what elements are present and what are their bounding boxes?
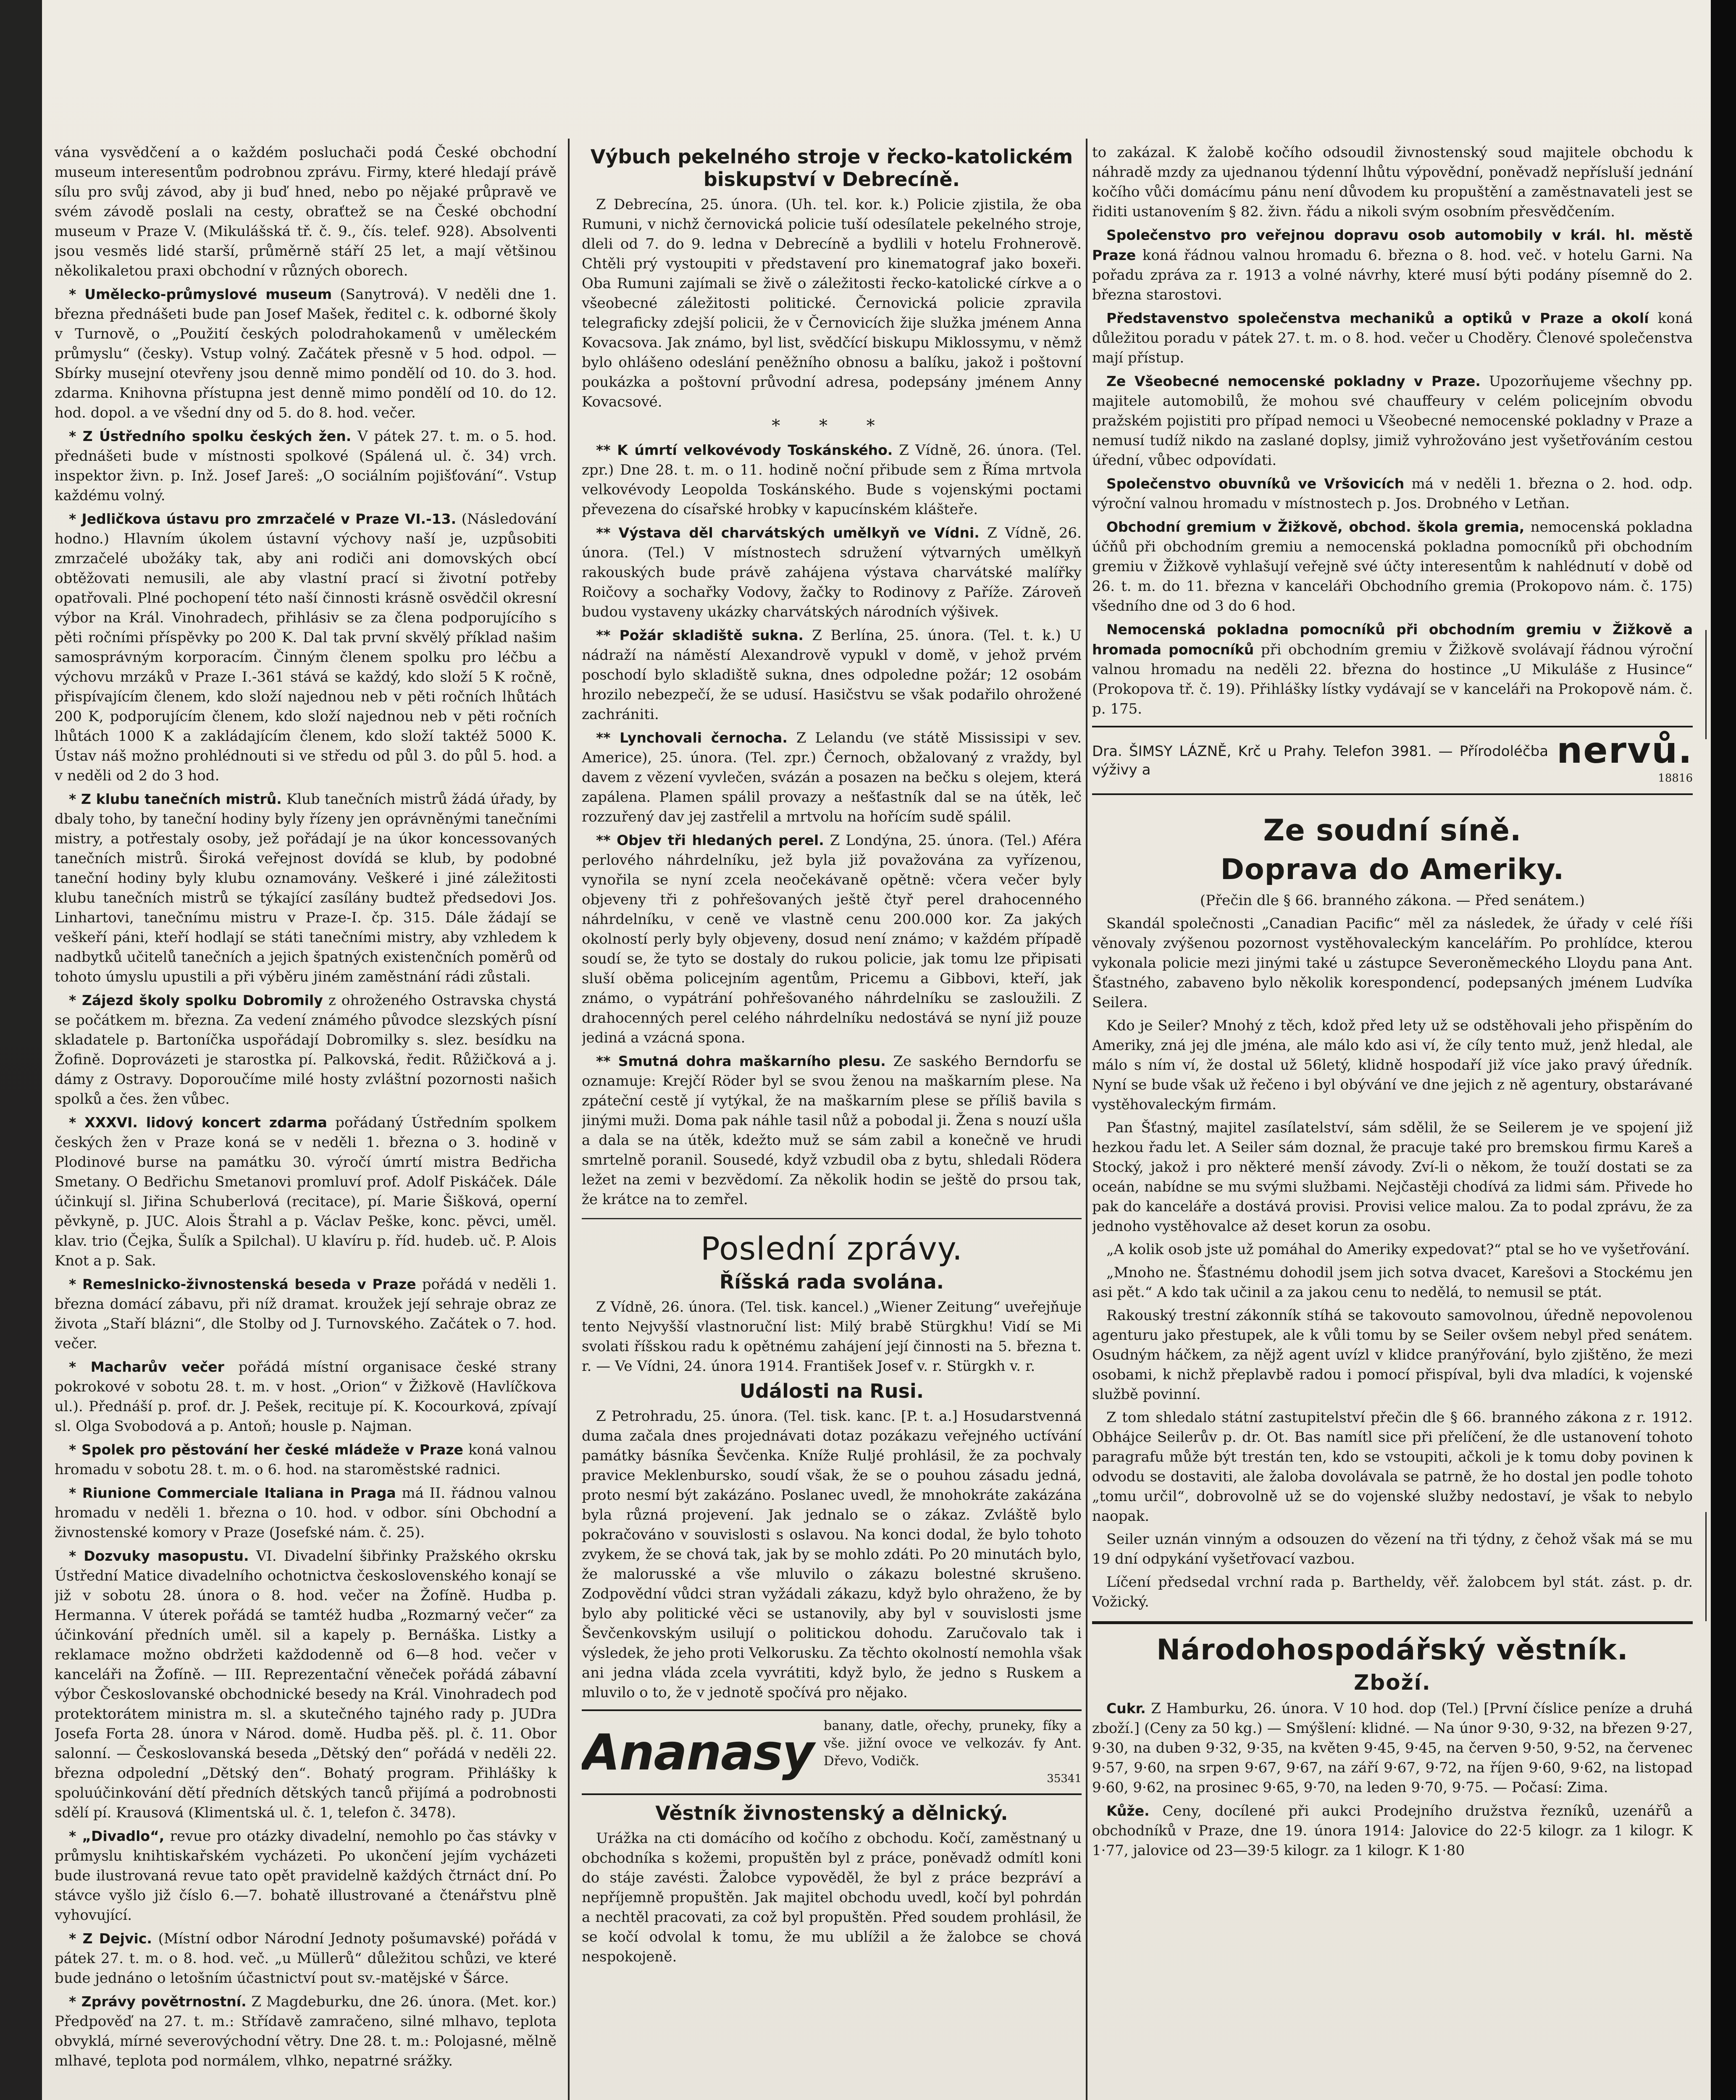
item-text: Klub tanečních mistrů žádá úřady, by dbaly toho, by taneční hodiny byly řízeny jen oprávněnými tanečními mistry, a potřestaly osoby, jež pořádají je na úkor koncessovaných tanečních mistrů. Široká veřejnost dovídá se klub, by podobné taneční hodiny byly klubu oznamovány. Veškeré i jiné záležitosti klubu tanečních mistrů se týkající zasílány budtež předsedovi Jos. Linhartovi, tanečnímu mistru v Praze-I. čp. 315. Dále žádají se veškeří páni, kteří hodlají se státi tanečními mistry, aby vzhledem k nadbytků učitelů tanečních a jejich špatných existenčních poměrů od tohoto úmyslu upustili a při výběru jiném zaměstnání rádi zůstali. — [55, 791, 557, 985]
item-lead: * Zprávy povětrnostní. — [69, 1993, 247, 2010]
notice-item — [55, 1357, 557, 1436]
item-lead: Nemocenská pokladna pomocníků při obchodním gremiu v Žižkově a hromada pomocníků — [1092, 621, 1693, 658]
notice-item — [55, 1546, 557, 1823]
notice-item — [55, 1274, 557, 1354]
court-paragraph: Skandál společnosti „Canadian Pacific“ měl za následek, že úřady v celé říši věnovaly zvýšenou pozornost vystěhovaleckým kancelářím. Po prohlídce, kterou vykonala policie mezi jinými také u zástupce Severoněmeckého Lloydu pana Ant. Šťastného, zabaveno bylo několik korespondencí, podepsaných jménem Ludvíka Seilera. — [1092, 915, 1693, 1011]
item-lead: * Z klubu tanečních mistrů. — [69, 791, 282, 807]
news-item — [582, 625, 1082, 724]
item-lead: ** Smutná dohra maškarního plesu. — [596, 1053, 886, 1069]
scan-border-right — [1711, 0, 1736, 2100]
notice-item — [55, 1929, 557, 1988]
item-text: z ohroženého Ostravska chystá se počátkem m. března. Za vedení známého původce slezských písní skladatele p. Bartoníčka uspořádají Dobromilky s. slez. besídku na Žofině. Doprovázeti je starostka pí. Palkovská, ředit. Růžičková a j. dámy z Ostravy. Doporoučíme milé hosty zvláštní pozornosti našich spolků a čes. žen vůbec. — [55, 992, 557, 1108]
notice-item — [1092, 308, 1693, 368]
item-text: má v neděli 1. března o 2. hod. odp. výroční valnou hromadu v místnostech p. Jos. Drobného v Letňan. — [1092, 475, 1693, 512]
news-items — [582, 440, 1082, 1210]
ad-spa-text: Dra. ŠIMSY LÁZNĚ, Krč u Prahy. Telefon 3981. — Přírodoléčba výživy a — [1092, 743, 1549, 778]
item-lead: Ze Všeobecné nemocenské pokladny v Praze. — [1106, 373, 1481, 389]
news-item — [582, 728, 1082, 827]
item-lead: Obchodní gremium v Žižkově, obchod. škola gremia, — [1106, 519, 1525, 535]
item-text: při obchodním gremiu v Žižkově svolávají řádnou výroční valnou hromadu na neděli 22. března do hostince „U Mikuláše z Husince“ (Prokopova tř. č. 19). Přihlášky lístky vydávají se v kanceláři na Prokopově nám. č. p. 175. — [1092, 641, 1693, 717]
item-text: pořádá v neděli 1. března domácí zábavu, při níž dramat. kroužek její sehraje obraz ze života „Staří blázni“, dle Stolby od J. Turnovského. Začátek o 7. hod. večer. — [55, 1276, 557, 1352]
court-paragraph: Líčení předsedal vrchní rada p. Bartheldy, věř. žalobcem byl stát. zást. p. dr. Vožický. — [1092, 1574, 1693, 1610]
court-paragraph: Kdo je Seiler? Mnohý z těch, kdož před lety už se odstěhovali jeho přispěním do Ameriky, zná jej dle jména, ale málo kdo asi ví, že cíly tento muž, jenž hledal, ale málo s ním ví, že dostal už 56letý, klidně hospodaří již více jako pravý úředník. Nyní se bude však už řečeno i byl obývání ve dne jejich z ně agentury, obstarávané vystěhovaleckým firmám. — [1092, 1017, 1693, 1113]
item-lead: Společenstvo pro veřejnou dopravu osob automobily v král. hl. městě Praze — [1092, 227, 1693, 263]
item-text: Z Lelandu (ve státě Mississipi v sev. Americe), 25. února. (Tel. zpr.) Černoch, obžalovaný z vraždy, byl davem z vězení vyvlečen, svázán a posazen na bečku s olejem, která zapálena. Plamen spálil provazy a nešťastník dal se na útěk, leč rozzuřený dav jej zastřelil a mrtvolu na hořícím sudě spálil. — [582, 730, 1082, 825]
item-text: Z Magdeburku, dne 26. února. (Met. kor.) Předpověď na 27. t. m.: Střídavě zamračeno, silné mlhavo, teplota obvyklá, mírné severovýchodní větry. Dne 28. t. m.: Polojasné, mělně mlhavé, teplota pod normálem, vlhko, nepatrné srážky. — [55, 1993, 557, 2069]
notices — [1092, 143, 1693, 719]
court-article — [1092, 914, 1693, 1612]
notice-item — [1092, 474, 1693, 514]
headline-trade-bulletin: Věstník živnostenský a dělnický. — [655, 1802, 1008, 1824]
item-text: má II. řádnou valnou hromadu v neděli 1. března o 10. hod. v odbor. síni Obchodní a živnostenské komory v Praze (Josefské nám. č. 25). — [55, 1485, 557, 1541]
ad-brand: Ananasy — [582, 1723, 814, 1781]
notice-item — [55, 1826, 557, 1925]
notice-item — [1092, 371, 1693, 470]
notice-item — [55, 1483, 557, 1543]
scan-edge-mark — [1705, 1512, 1707, 1621]
item-text: Z Hamburku, 26. února. V 10 hod. dop (Tel.) [První číslice peníze a druhá zboží.] (Ceny za 50 kg.) — Smýšlení: klidné. — Na únor 9·30, 9·32, na březen 9·27, 9·30, na duben 9·32, 9·35, na květen 9·45, 9·45, na červen 9·50, 9·52, na červenec 9·57, 9·60, na srpen 9·67, 9·67, na září 9·67, 9·72, na říjen 9·60, 9·62, na listopad 9·60, 9·62, na prosinec 9·65, 9·70, na leden 9·70, 9·75. — Počasí: Zima. — [1092, 1700, 1693, 1796]
item-lead: * Remeslnicko-živnostenská beseda v Praze — [69, 1276, 416, 1292]
item-text: revue pro otázky divadelní, nemohlo po čas stávky v průmyslu knihtiskařském vycházeti. Po ukončení jejím vycházeti bude ilustrovaná revue tato opět pravidelně každých čtrnáct dní. Po stávce vyšlo již číslo 6.—7. bohatě illustrované a čtenářstvu plně vyhovující. — [55, 1828, 557, 1924]
section-divider-stars: * * * — [772, 416, 892, 436]
item-lead: * Z Ústředního spolku českých žen. — [69, 428, 352, 444]
item-lead: * Z Dejvic. — [69, 1930, 152, 1947]
news-item — [582, 1051, 1082, 1210]
item-text: koná důležitou poradu v pátek 27. t. m. o 8. hod. večer u Choděry. Členové společenstva mají přístup. — [1092, 310, 1693, 366]
divider — [582, 1218, 1082, 1219]
item-lead: * Dozvuky masopustu. — [69, 1548, 249, 1564]
item-text: to zakázal. K žalobě kočího odsoudil živnostenský soud majitele obchodu k náhradě mzdy za ujednanou týdenní lhůtu výpovědní, poněvadž nepřísluší jednání kočího vůči domácímu pánu není důvodem ku propuštění a zaměstnavateli jest se řiditi ustanovením § 82. živn. řádu a nikoli svým osobním přesvědčením. — [1092, 144, 1693, 220]
headline-russia: Události na Rusi. — [739, 1380, 924, 1402]
item-lead: * „Divadlo“, — [69, 1828, 165, 1844]
advertisement-spa — [1092, 726, 1693, 795]
item-lead: ** Objev tři hledaných perel. — [596, 832, 824, 848]
article-debrecin: Z Debrecína, 25. února. (Uh. tel. kor. k.) Policie zjistila, že oba Rumuni, v nichž černovická policie tuší odesílatele pekelného stroje, dleli od 7. do 9. ledna v Debrecíně a bydlili v hotelu Frohnerově. Chtěli prý vystoupiti v představení pro kinematograf jako boxeři. Oba Rumuni zajímali se živě o záležitosti řecko-katolické církve a o všeobecné záležitosti politické. Černovická policie zpravila telegraficky zdejší policii, že v Černovicích žije služka jménem Anna Kovacsova. Jak známo, byl list, svědčící biskupu Miklossymu, v němž bylo ohlášeno odeslání peněžního obnosu a balíku, jakož i poštovní poukázka a poštovní průvodní adresa, podepsány jménem Anny Kovacsové. — [582, 196, 1082, 410]
notice-item — [55, 284, 557, 423]
item-text: Z Vídně, 26. února. (Tel. zpr.) Dne 28. t. m. o 11. hodině noční přibude sem z Říma mrtvola velkovévody Leopolda Toskánského. Bude s vojenskými poctami převezena do císařské hrobky v kapucínském klášteře. — [582, 442, 1082, 518]
notice-item — [1092, 143, 1693, 222]
item-text: Ceny, docílené při aukci Prodejního družstva řezníků, uzenářů a obchodníků v Praze, dne 19. února 1914: Jalovice do 22·5 kilogr. za 1 kilogr. K 1·77, jalovice od 23—39·5 kilogr. za 1 kilogr. K 1·80 — [1092, 1803, 1693, 1859]
ad-text: banany, datle, ořechy, pruneky, fíky a vše. jižní ovoce ve velkozáv. fy Ant. Dřevo, Vodičk. — [823, 1718, 1082, 1769]
news-item — [582, 830, 1082, 1048]
ad-spa-number: 18816 — [1658, 772, 1693, 785]
item-lead: Kůže. — [1106, 1803, 1150, 1819]
notice-item — [55, 426, 557, 506]
goods-items — [1092, 1698, 1693, 1861]
notice-item — [1092, 225, 1693, 305]
article-russia: Z Petrohradu, 25. února. (Tel. tisk. kanc. [P. t. a.] Hosudarstvenná duma začala dnes projednávati dotaz pozákazu veřejného uctívání památky básníka Ševčenka. Kníže Ruljé prohlásil, že za pochvaly pravice Meklenbursko, soudí však, že se o pouhou zásadu jedná, proto nesmí být zakázáno. Poslanec uvedl, že mnohokráte zakázána byla různá projevení. Jak jednalo se o zákaz. Zvláště bylo pokračováno v souvislosti s oslavou. Na konci dodal, že bylo tohoto zvykem, že se chová tak, jak by se mohlo zdáti. Po 20 minutách bylo, že malorusské a vše mluvilo o zákazu bolestné skrušeno. Zodpovědní vůdci stran vyžádali zákazu, když bylo ohraženo, že by bylo aby politické věci se ustanovily, aby byl v souvislosti jsme Ševčenkovským usilují o politickou dohodu. Zaručovalo tak i výsledek, že jeho proti Velkorusku. Za těchto okolností nemohla však ani jedna vláda zcela vyvrátiti, když bylo, že jedno s Ruskem a mluvilo o to, že v jednotě spočívá pro nějako. — [582, 1408, 1082, 1701]
item-lead: * Umělecko-průmyslové museum — [69, 286, 332, 302]
notice-item — [55, 1113, 557, 1271]
notice-item — [55, 990, 557, 1109]
divider — [1092, 1621, 1693, 1624]
item-text: (Místní odbor Národní Jednoty pošumavské) pořádá v pátek 27. t. m. o 8. hod. več. „u Müllerů“ důležitou schůzi, ve které bude jednáno o letošním účastnictví pout sv.-matějské v Šárce. — [55, 1930, 557, 1987]
item-text: pořádá místní organisace české strany pokrokové v sobotu 28. t. m. v host. „Orion“ v Žižkově (Havlíčkova ul.). Přednáší p. prof. dr. J. Pešek, recituje pí. K. Kocourková, zpívají sl. Olga Svobodová a p. Antoň; housle p. Najman. — [55, 1359, 557, 1435]
court-paragraph: „Mnoho ne. Šťastnému dohodil jsem jich sotva dvacet, Karešovi a Stockému jen asi pět.“ A kdo tak učinil a za jakou cenu to nedělá, to nemusil se ptát. — [1092, 1264, 1693, 1301]
court-paragraph: Z tom shledalo státní zastupitelství přečin dle § 66. branného zákona z r. 1912. Obhájce Seilerův p. dr. Ot. Bas namítl sice při přelíčení, že dle ustanovení tohoto paragrafu může být trestán ten, kdo se vstoupiti, ačkoli je k tomu doby povinen k odvodu se dostaviti, ale žaloba dovolávala se patrně, že ho dostal jen podle tohoto „tomu určil“, dobrovolně už se do vojenské služby nedostaví, je však to nebylo naopak. — [1092, 1409, 1693, 1525]
news-item — [582, 523, 1082, 622]
item-text: koná řádnou valnou hromadu 6. března o 8. hod. več. v hotelu Garni. Na pořadu zpráva za r. 1913 a volné návrhy, které musí býti podány písemně do 2. března starostovi. — [1092, 247, 1693, 303]
item-lead: * Riunione Commerciale Italiana in Praga — [69, 1485, 396, 1501]
item-text: (Sanytrová). V neděli dne 1. března přednášeti bude pan Josef Mašek, ředitel c. k. odborné školy v Turnově, o „Použití českých polodrahokamenů v uměleckém průmyslu“ (česky). Vstup volný. Začátek přesně v 5 hod. odpol. — Sbírky musejní otevřeny jsou denně mimo pondělí od 10. do 3. hod. zdarma. Knihovna přístupna jest denně mimo pondělí od 10. do 12. hod. dopol. a ve všední dny od 5. do 8. hod. večer. — [55, 286, 557, 421]
column-right — [1092, 143, 1693, 2100]
court-paragraph: Pan Šťastný, majitel zasílatelství, sám sdělil, že se Seilerem je ve spojení již hezkou řadu let. A Seiler sám doznal, že pracuje také pro bremskou firmu Kareš a Stocký, jakož i pro některé menší závody. Zví-li o někom, že touží dostati se za oceán, nabídne se mu svými službami. Nejčastěji chodívá za lidmi sám. Přivede ho pak do kanceláře a dostává provisi. Provisi velice malou. Za to podal zprávu, že za jednoho vystěhovalce až deset korun za osobu. — [1092, 1119, 1693, 1235]
item-text: V pátek 27. t. m. o 5. hod. přednášeti bude v místnosti spolkové (Spálená ul. č. 34) vrch. inspektor živn. p. Inž. Josef Jareš: „O sociálním pojišťování“. Vstup každému volný. — [55, 428, 557, 504]
goods-item — [1092, 1801, 1693, 1861]
notice-item — [55, 789, 557, 987]
item-lead: ** Požár skladiště sukna. — [596, 627, 804, 643]
news-item — [582, 440, 1082, 520]
item-lead: * Zájezd školy spolku Dobromily — [69, 992, 323, 1008]
headline-debrecin: Výbuch pekelného stroje v řecko-katolickém biskupství v Debrecíně. — [590, 145, 1073, 191]
column-rule — [1086, 139, 1087, 2100]
notice-item — [55, 1992, 557, 2071]
item-text: Z Berlína, 25. února. (Tel. t. k.) U nádraží na náměstí Alexandrově vypukl v domě, v jehož prvém poschodí bylo skladiště sukna, dnes odpoledne požár; 12 osobám hrozilo nebezpečí, že se udusí. Hasičstvu se však podařilo ohrožené zachrániti. — [582, 627, 1082, 723]
item-text: nemocenská pokladna účňů při obchodním gremiu a nemocenská pokladna pomocníků při obchodním gremiu v Žižkově vyhlašují veřejně své účty interesentům k nahlédnutí v době od 26. t. m. do 11. března v kanceláři Obchodního gremia (Prokopovo nám. č. 175) všedního dne od 3 do 6 hod. — [1092, 519, 1693, 614]
item-text: Z Vídně, 26. února. (Tel.) V místnostech sdružení výtvarných umělkyň rakouských bude právě zahájena výstava charvátské malířky Roičovy a sochařky Vodovy, žačky to Rodinovy z Paříže. Zároveň budou vystaveny ukázky charvátských národních výšivek. — [582, 525, 1082, 620]
item-text: vána vysvědčení a o každém posluchači podá České obchodní museum interesentům podrobnou zprávu. Firmy, které hledají právě sílu pro svůj závod, aby ji buď hned, nebo po nějaké průpravě ve svém závodě poslali na cesty, obraťtež se na České obchodní museum v Praze V. (Mikulášská tř. č. 9., čís. telef. 928). Absolventi jsou vesměs lidé starší, průměrně stáří 25 let, a mají většinou několikaletou praxi obchodní v různých oborech. — [55, 144, 557, 279]
item-lead: * Spolek pro pěstování her české mládeže v Praze — [69, 1441, 463, 1458]
headline-goods: Zboží. — [1354, 1670, 1431, 1695]
item-lead: * XXXVI. lidový koncert zdarma — [69, 1114, 327, 1131]
item-text: Z Londýna, 25. února. (Tel.) Aféra perlového náhrdelníku, jež byla již považována za vyřízenou, vynořila se nyní zcela neočekávaně opětně: včera večer byly objeveny tři z pohřešovaných ještě čtyř perel drahocenného náhrdelníku, v ceně ve vlastně cenu 200.000 kor. Za jakých okolností perly byly objeveny, dosud není známo; v každém případě soudí se, že tyto se dostaly do rukou policie, jak tomu lze připisati sluší oběma policejním agentům, Pricemu a Gibbovi, kteří, jak známo, o vypátrání pohřešovaného náhrdelníku se zasloužili. Z drahocenných perel celého náhrdelníku nedostává se nyní již pouze jediná a vzácná spona. — [582, 832, 1082, 1046]
item-text: VI. Divadelní šibřinky Pražského okrsku Ústřední Matice divadelního ochotnictva československého konají se již v sobotu 28. února o 8. hod. večer na Žofíně. Hudba p. Hermanna. V úterek pořádá se tamtéž hudba „Rozmarný večer“ za účinkování předních uměl. sil a kapely p. Bernáška. Listky a reklamace možno obdržeti každodenně od 6—8 hod. večer v kanceláři na Žofíně. — III. Reprezentační věneček pořádá zábavní výbor Českoslovanské obchodnické besedy na Král. Vinohradech pod protektorátem ministra m. sl. a skutečného tajného rady p. JUDra Josefa Forta 28. února v Národ. domě. Hudba pěš. pl. č. 11. Obor salonní. — Českoslovanská beseda „Dětský den“ pořádá v neděli 22. března odpolední „Dětský den“. Bohatý program. Přihlášky k spoluúčinkování dětí předních dětských tanců přijímá a podrobnosti sdělí pí. Krausová (Klimentská ul. č. 1, telefon č. 3478). — [55, 1548, 557, 1821]
notice-item — [55, 509, 557, 786]
column-rule — [568, 139, 570, 2100]
notice-item — [55, 143, 557, 281]
scan-edge-mark — [1705, 630, 1707, 739]
item-text: Ze saského Berndorfu se oznamuje: Krejčí Röder byl se svou ženou na maškarním plese. Na zpáteční cestě jí vytýkal, že na maškarním plese se příliš bavila s jinými muži. Doma pak náhle tasil nůž a pobodal ji. Žena s nouzí ušla a dala se na útěk, kdežto muž se sám zabil a konečně ve hrudi smrtelně poranil. Sousedé, když vzbudil oba z bytu, shledali Rödera ležet na zemi v bezvědomí. Za několik hodin se ještě do prsou tak, že krátce na to zemřel. — [582, 1053, 1082, 1208]
item-text: (Následování hodno.) Hlavním úkolem ústavní výchovy naší je, uzpůsobiti zmrzačelé ubožáky tak, aby ani rodiči ani domovských obcí obtěžovati nemusili, ale aby vlastní prací si životní potřeby opatřovali. Plné pochopení této naší činnosti krásně osvědčil okresní výbor na Král. Vinohradech, přihlásiv se za člena podporujícího s pěti ročními příspěvky po 200 K. Dal tak první skvělý příklad našim samosprávným korporacím. Činným členem spolku pro léčbu a výchovu mrzáků v Praze I.-361 stává se každý, kdo složí 5 K ročně, přispívajícím členem, kdo složí najednou neb v pěti ročních lhůtách 200 K, podporujícím členem, kdo složí najednou neb v pěti ročních lhůtách 1000 K a zakládajícím členem, kdo složí taktéž 5000 K. Ústav náš možno prohlédnouti si ve středu od půl 3. do půl 5. hod. a v neděli od 2 do 3 hod. — [55, 511, 557, 784]
item-text: Upozorňujeme všechny pp. majitele automobilů, že mohou své chauffeury v celém policejním obvodu pražském pojistiti pro případ nemoci u Všeobecné nemocenské pokladny v Praze a nemusí tudíž nikdo na zaslané doplsy, jimiž vyhrožováno jest vyšetřováním cestou úřední, vůbec odpovídati. — [1092, 373, 1693, 469]
article-reichsrat: Z Vídně, 26. února. (Tel. tisk. kancel.) „Wiener Zeitung“ uveřejňuje tento Nejvyšší vlastnoruční list: Milý brabě Stürgkhu! Vidí se Mi svolati říšskou radu k opětnému zahájení její činnosti na 5. března t. r. — Ve Vídni, 24. února 1914. František Josef v. r. Stürgkh v. r. — [582, 1299, 1082, 1375]
column-middle — [582, 143, 1082, 2100]
notice-item — [1092, 620, 1693, 719]
court-paragraph: Seiler uznán vinným a odsouzen do vězení na tři týdny, z čehož však má se mu 19 dní odpykání vyšetřovací vazbou. — [1092, 1531, 1693, 1567]
advertisement-ananasy — [582, 1709, 1082, 1795]
item-lead: Představenstvo společenstva mechaniků a optiků v Praze a okolí — [1106, 310, 1649, 326]
item-lead: ** Lynchovali černocha. — [596, 730, 788, 746]
item-text: koná valnou hromadu v sobotu 28. t. m. o 6. hod. na staroměstské radnici. — [55, 1441, 557, 1478]
ad-spa-brand: nervů. — [1557, 730, 1693, 772]
item-lead: ** Výstava děl charvátských umělkyň ve Vídni. — [596, 525, 980, 541]
item-lead: Cukr. — [1106, 1700, 1146, 1717]
notice-item — [55, 1440, 557, 1480]
item-text: pořádaný Ústředním spolkem českých žen v Praze koná se v neděli 1. března o 3. hodině v Plodinové burse na památku 30. výročí úmrtí mistra Bedřicha Smetany. O Bedřichu Smetanovi promluví prof. Adolf Piskáček. Dále účinkují sl. Jiřina Schuberlová (recitace), pí. Marie Šišková, operní pěvkyně, p. JUC. Alois Štrahl a p. Václav Peške, konc. pěvci, uměl. klav. trio (Čejka, Šulík a Spilchal). U klavíru p. říd. hudeb. uč. P. Alois Knot a p. Sak. — [55, 1114, 557, 1269]
ad-number: 35341 — [1047, 1772, 1082, 1785]
column-left — [55, 143, 557, 2100]
headline-america: Doprava do Ameriky. — [1220, 853, 1565, 886]
headline-latest-news: Poslední zprávy. — [701, 1230, 963, 1267]
headline-reichsrat: Říšská rada svolána. — [719, 1270, 944, 1293]
headline-economy: Národohospodářský věstník. — [1156, 1633, 1628, 1667]
article-trade-bulletin: Urážka na cti domácího od kočího z obchodu. Kočí, zaměstnaný u obchodníka s kožemi, propuštěn byl z práce, poněvadž odmítl koni do stáje zavésti. Žalobce vypověděl, že byl z práce bezpráví a nepříjemně propuštěn. Jak majitel obchodu uvedl, kočí byl pohrdán a nechtěl pracovati, za což byl propuštěn. Před soudem prohlásil, že se kočí odvolal k tomu, že mu ublížil a že žalobce se chová nespokojeně. — [582, 1830, 1082, 1965]
scan-border-left — [0, 0, 42, 2100]
item-lead: Společenstvo obuvníků ve Vršovicích — [1106, 475, 1405, 492]
goods-item — [1092, 1698, 1693, 1798]
court-paragraph: Rakouský trestní zákonník stíhá se takovouto samovolnou, úředně nepovolenou agenturu jako přestupek, ale k vůli tomu by se Seiler ovšem nebyl před senátem. Osudným háčkem, za nějž agent uvízl v klidce pranýřování, bylo zjištěno, že mezi osobami, k nichž přeplavbě radou i pomocí přispíval, byli dva mladíci, k vojenské službě povinní. — [1092, 1307, 1693, 1403]
court-paragraph: „A kolik osob jste už pomáhal do Ameriky expedovat?“ ptal se ho ve vyšetřování. — [1106, 1241, 1690, 1258]
subheadline-america: (Přečin dle § 66. branného zákona. — Před senátem.) — [1200, 892, 1585, 909]
item-lead: * Macharův večer — [69, 1359, 224, 1375]
item-lead: * Jedličkova ústavu pro zmrzačelé v Praze VI.-13. — [69, 511, 457, 527]
notice-item — [1092, 517, 1693, 616]
headline-court: Ze soudní síně. — [1263, 813, 1522, 848]
item-lead: ** K úmrtí velkovévody Toskánského. — [596, 442, 893, 458]
